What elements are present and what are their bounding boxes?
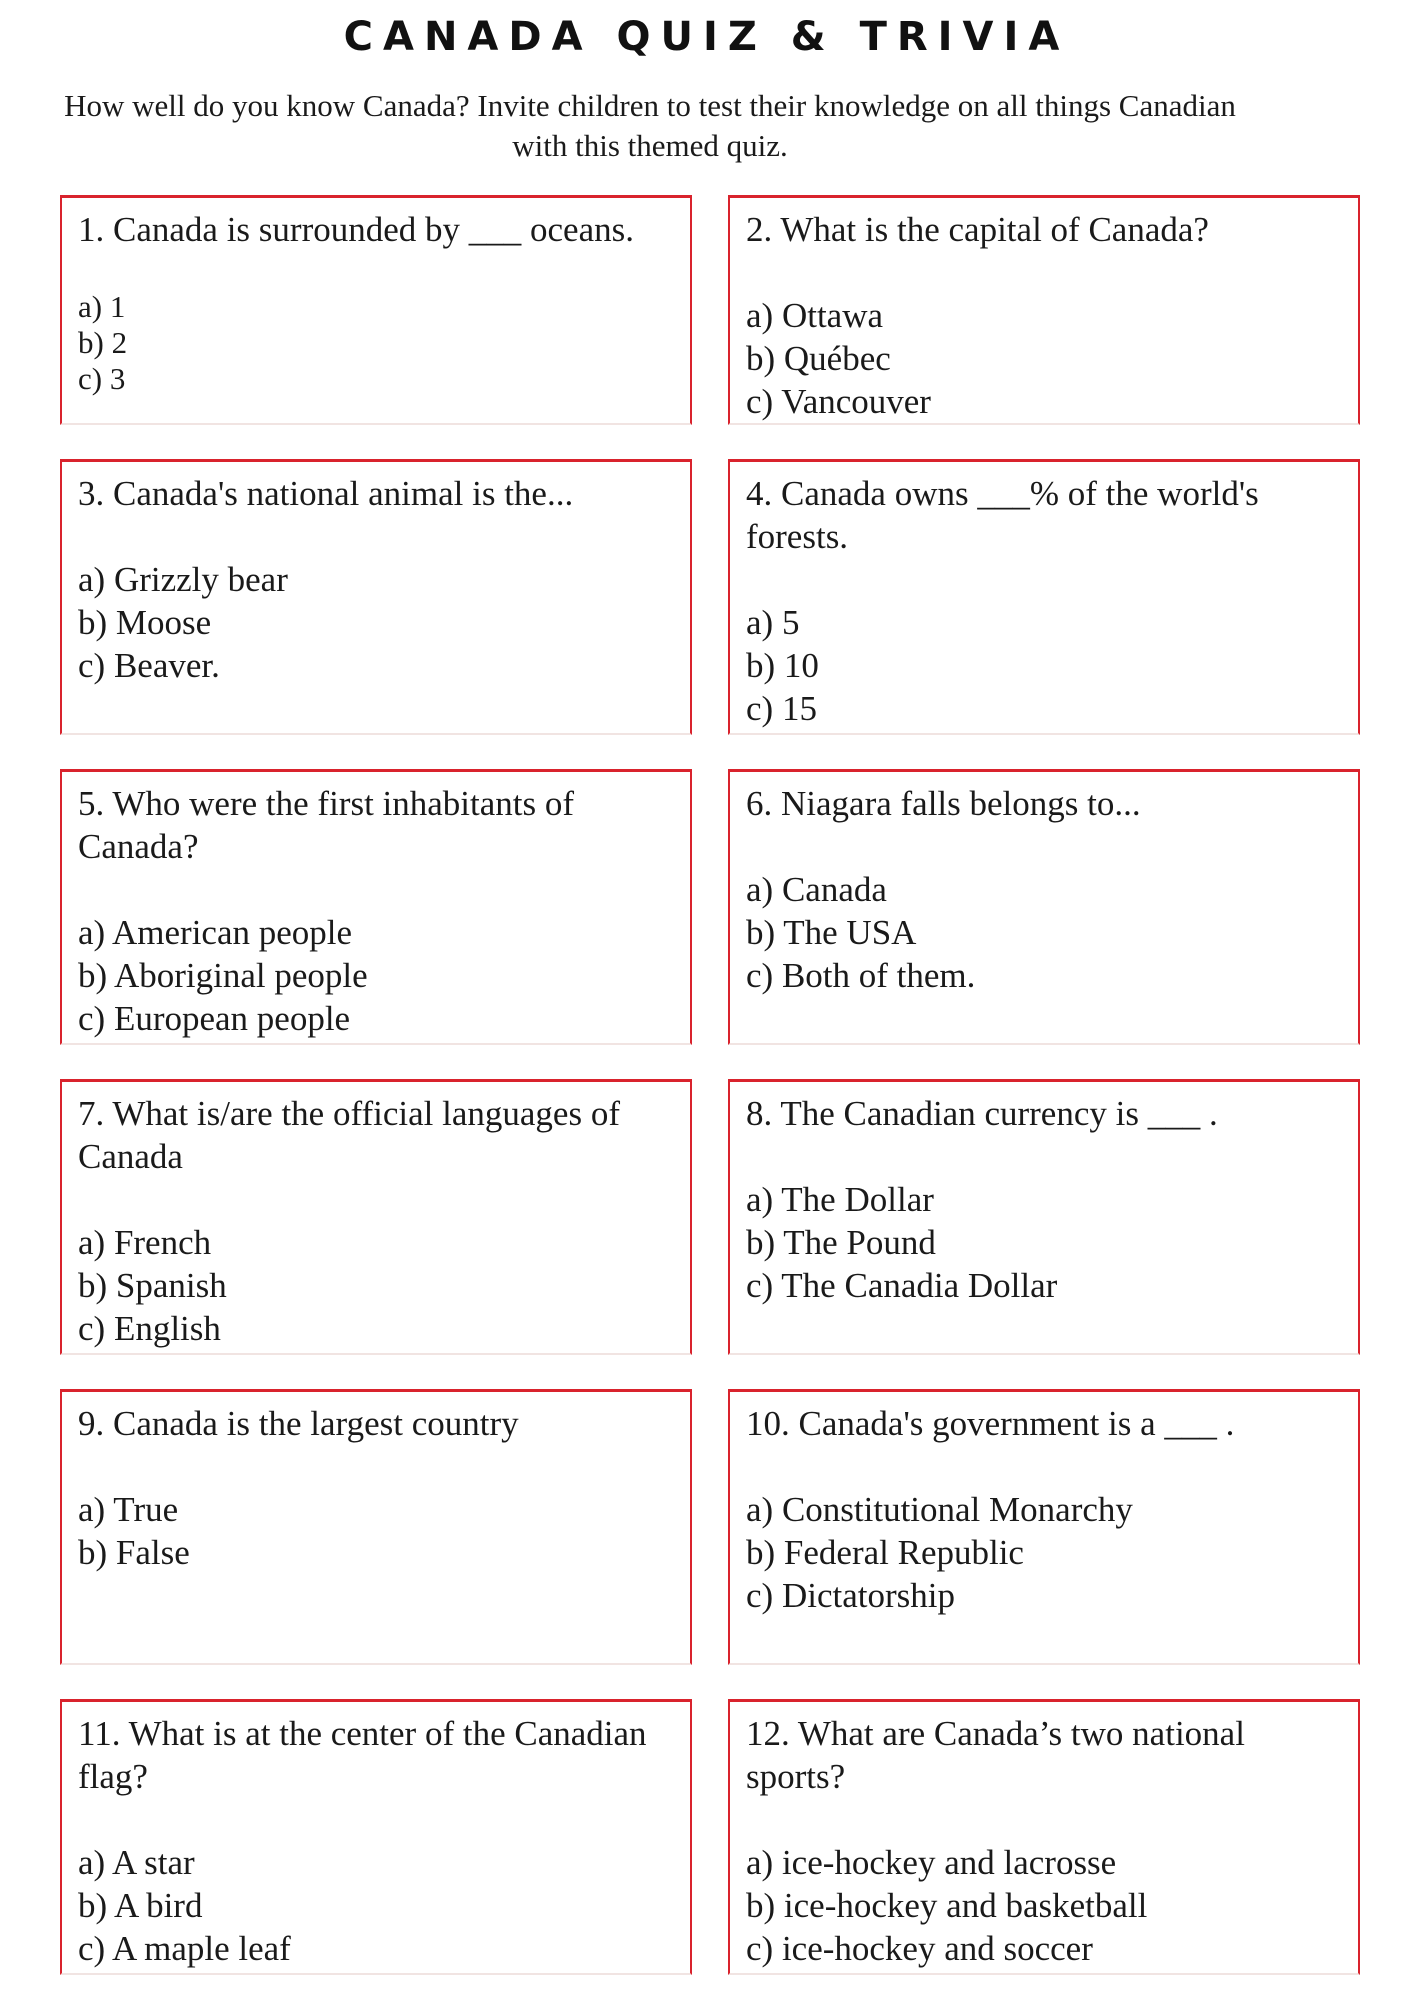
question-text: 6. Niagara falls belongs to... [746,784,1141,823]
page-title: CANADA QUIZ & TRIVIA [343,14,1070,60]
question-card-2 [728,195,1360,425]
option: a) ice-hockey and lacrosse [746,1843,1117,1882]
question-text: 4. Canada owns ___% of the world's forests. [746,474,1259,556]
options-list [746,868,1350,997]
option: a) Constitutional Monarchy [746,1490,1133,1529]
question-card-5 [60,769,692,1045]
option: b) 2 [78,325,128,360]
option: c) Both of them. [746,956,976,995]
option: a) French [78,1223,212,1262]
option: b) The USA [746,913,917,952]
option: c) Vancouver [746,382,931,421]
option: c) ice-hockey and soccer [746,1929,1093,1968]
question-card-3 [60,459,692,735]
question-card-10 [728,1389,1360,1665]
option: a) 5 [746,603,800,642]
options-list [78,1221,682,1350]
question-card-7 [60,1079,692,1355]
options-list [78,1841,682,1970]
option: b) Moose [78,603,212,642]
question-text: 11. What is at the center of the Canadian flag? [78,1714,647,1796]
option: c) European people [78,999,351,1038]
question-card-9 [60,1389,692,1665]
options-list [78,1488,682,1574]
question-text: 3. Canada's national animal is the... [78,474,574,513]
option: a) Grizzly bear [78,560,288,599]
question-text: 9. Canada is the largest country [78,1404,519,1443]
intro-text: How well do you know Canada? Invite children to test their knowledge on all things Canadian with this themed quiz. [64,88,1236,163]
option: b) A bird [78,1886,203,1925]
options-list [746,294,1350,423]
options-list [746,601,1350,730]
option: c) English [78,1309,221,1348]
option: b) False [78,1533,190,1572]
option: b) Québec [746,339,891,378]
quiz-grid [60,195,1360,1975]
option: c) Dictatorship [746,1576,955,1615]
option: a) The Dollar [746,1180,934,1219]
option: b) 10 [746,646,819,685]
option: c) The Canadia Dollar [746,1266,1058,1305]
question-text: 1. Canada is surrounded by ___ oceans. [78,210,634,249]
option: b) Federal Republic [746,1533,1024,1572]
options-list [78,911,682,1040]
option: b) Aboriginal people [78,956,368,995]
option: a) True [78,1490,179,1529]
question-card-4 [728,459,1360,735]
question-text: 5. Who were the first inhabitants of Canada? [78,784,575,866]
option: b) Spanish [78,1266,227,1305]
question-text: 2. What is the capital of Canada? [746,210,1209,249]
options-list [746,1178,1350,1307]
option: c) A maple leaf [78,1929,291,1968]
option: a) Ottawa [746,296,884,335]
option: c) 15 [746,689,817,728]
option: b) ice-hockey and basketball [746,1886,1148,1925]
question-card-12 [728,1699,1360,1975]
option: b) The Pound [746,1223,936,1262]
options-list [746,1841,1350,1970]
question-card-11 [60,1699,692,1975]
option: c) 3 [78,361,126,396]
options-list [78,289,682,397]
option: a) American people [78,913,353,952]
options-list [78,558,682,687]
question-text: 10. Canada's government is a ___ . [746,1404,1235,1443]
question-text: 7. What is/are the official languages of Canada [78,1094,620,1176]
question-card-6 [728,769,1360,1045]
option: c) Beaver. [78,646,220,685]
options-list [746,1488,1350,1617]
question-text: 8. The Canadian currency is ___ . [746,1094,1218,1133]
question-card-1 [60,195,692,425]
option: a) Canada [746,870,887,909]
option: a) A star [78,1843,195,1882]
option: a) 1 [78,289,126,324]
question-text: 12. What are Canada’s two national sports? [746,1714,1245,1796]
question-card-8 [728,1079,1360,1355]
